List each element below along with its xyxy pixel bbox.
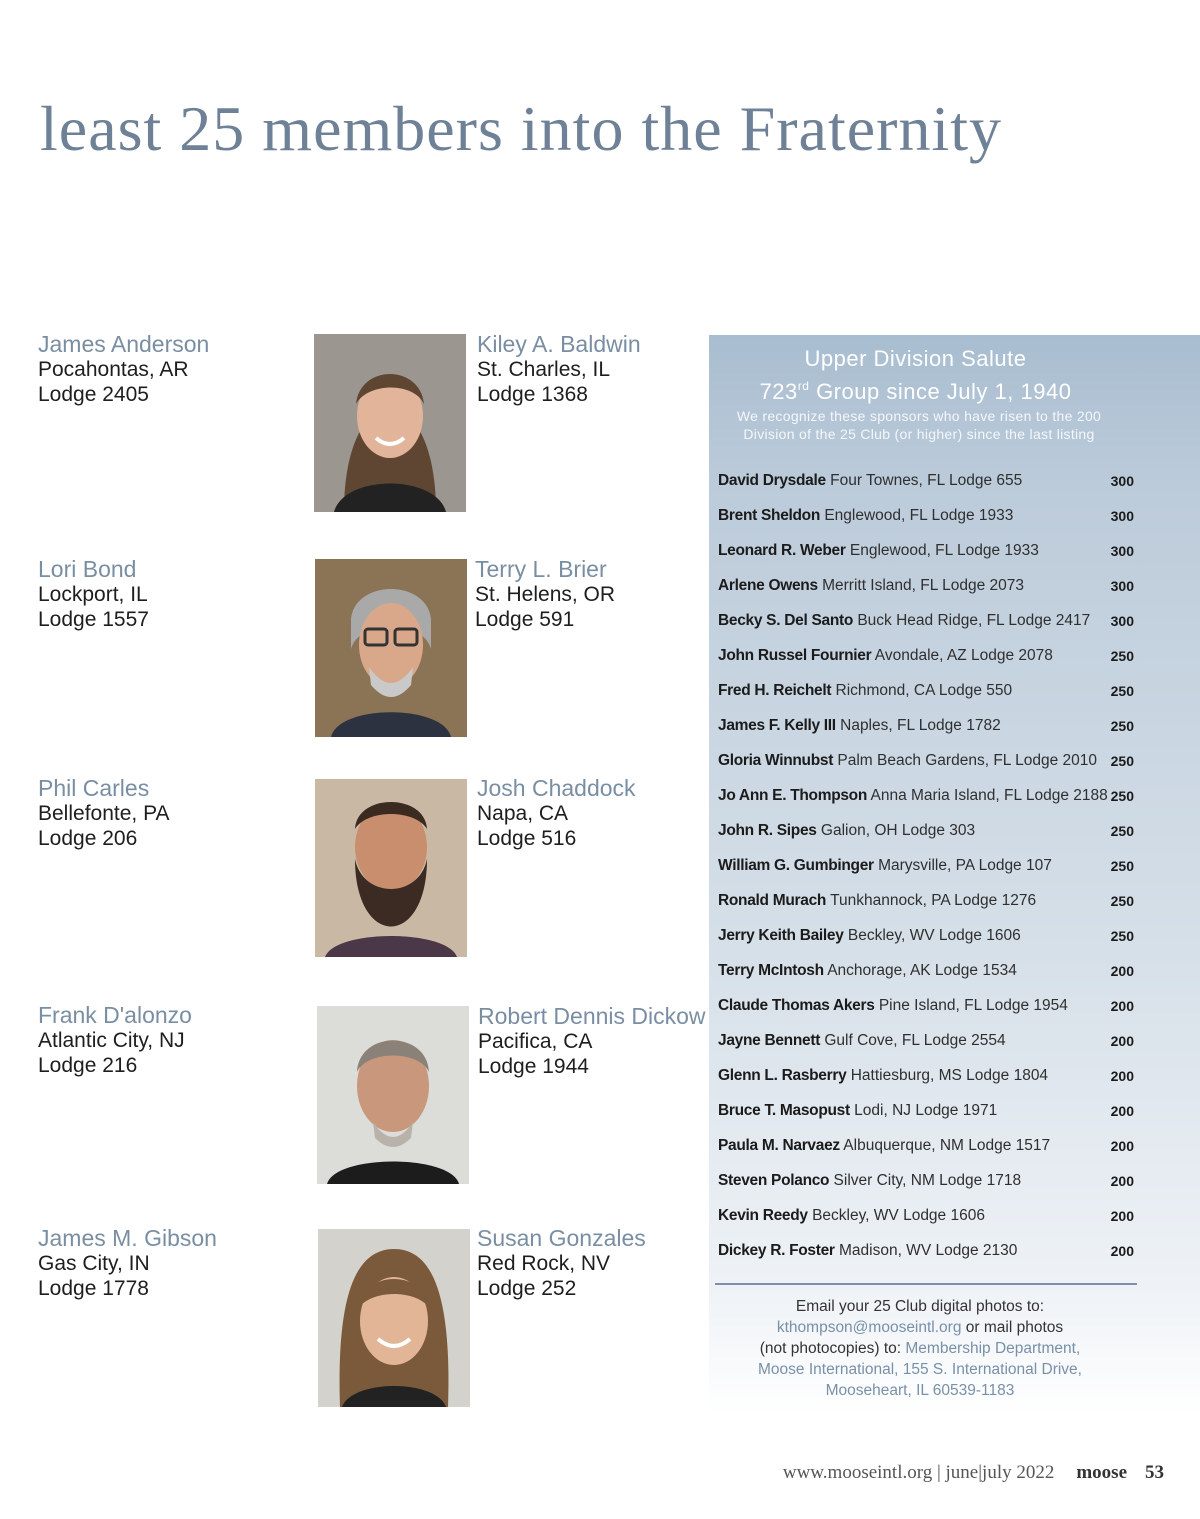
member-entry	[38, 775, 170, 851]
member-name: James M. Gibson	[38, 1225, 217, 1251]
salute-row	[718, 1062, 1138, 1097]
salute-row	[718, 1237, 1138, 1272]
sponsor-count: 250	[1110, 893, 1134, 909]
sponsor-count: 250	[1110, 683, 1134, 699]
sponsor-place: Silver City, NM Lodge 1718	[833, 1172, 1022, 1189]
sponsor-name: Becky S. Del Santo	[718, 612, 854, 629]
salute-row	[718, 922, 1138, 957]
salute-group-suffix: rd	[797, 379, 810, 393]
member-city: St. Charles, IL	[477, 358, 611, 381]
sponsor-count: 250	[1110, 928, 1134, 944]
sponsor-name: Jo Ann E. Thompson	[718, 787, 868, 804]
sponsor-place: Pine Island, FL Lodge 1954	[878, 997, 1068, 1014]
sponsor-place: Tunkhannock, PA Lodge 1276	[830, 892, 1037, 909]
member-entry	[475, 556, 615, 632]
salute-group-line	[709, 373, 1122, 405]
mail-line	[709, 1338, 1131, 1359]
member-entry	[38, 1002, 192, 1078]
salute-list	[718, 467, 1138, 1272]
member-city: St. Helens, OR	[475, 583, 616, 606]
sponsor-name: Jayne Bennett	[718, 1032, 821, 1049]
salute-row	[718, 642, 1138, 677]
sponsor-place: Beckley, WV Lodge 1606	[812, 1207, 985, 1224]
salute-description: We recognize these sponsors who have risen to the 200 Division of the 25 Club (or higher) since the last listing	[736, 408, 1102, 442]
sponsor-name: James F. Kelly III	[718, 717, 836, 734]
email-intro: Email your 25 Club digital photos to:	[795, 1298, 1045, 1315]
member-name: Frank D'alonzo	[38, 1002, 192, 1028]
sponsor-count: 200	[1110, 1243, 1134, 1259]
member-name: Susan Gonzales	[477, 1225, 646, 1251]
salute-divider	[715, 1283, 1137, 1285]
email-link[interactable]: kthompson@mooseintl.org	[776, 1319, 962, 1336]
sponsor-count: 200	[1110, 1138, 1134, 1154]
sponsor-place: Marysville, PA Lodge 107	[878, 857, 1052, 874]
sponsor-name: William G. Gumbinger	[718, 857, 874, 874]
member-entry	[477, 1225, 646, 1301]
member-entry	[38, 331, 209, 407]
member-lodge: Lodge 252	[477, 1277, 577, 1300]
sponsor-place: Albuquerque, NM Lodge 1517	[843, 1137, 1051, 1154]
page-headline: least 25 members into the Fraternity	[40, 93, 1002, 164]
member-city: Lockport, IL	[38, 583, 148, 606]
member-entry	[38, 1225, 217, 1301]
member-name: Robert Dennis Dickow	[478, 1003, 706, 1029]
sponsor-place: Naples, FL Lodge 1782	[840, 717, 1001, 734]
sponsor-name: David Drysdale	[718, 472, 826, 489]
member-name: Phil Carles	[38, 775, 150, 801]
salute-row	[718, 992, 1138, 1027]
member-city: Pacifica, CA	[478, 1030, 593, 1053]
salute-row	[718, 852, 1138, 887]
salute-row	[718, 502, 1138, 537]
member-photo	[317, 1006, 469, 1184]
sponsor-place: Anna Maria Island, FL Lodge 2188	[870, 787, 1108, 804]
member-lodge: Lodge 591	[475, 608, 575, 631]
sponsor-count: 200	[1110, 1068, 1134, 1084]
photo-submission-info	[709, 1296, 1131, 1401]
sponsor-place: Madison, WV Lodge 2130	[838, 1242, 1018, 1259]
sponsor-count: 300	[1110, 543, 1134, 559]
sponsor-name: Arlene Owens	[718, 577, 818, 594]
member-city: Red Rock, NV	[477, 1252, 611, 1275]
salute-row	[718, 887, 1138, 922]
mail-street: Moose International, 155 S. International Drive,	[758, 1361, 1082, 1378]
member-entry	[477, 331, 641, 407]
sponsor-place: Beckley, WV Lodge 1606	[847, 927, 1021, 944]
member-name: Josh Chaddock	[477, 775, 636, 801]
sponsor-count: 250	[1110, 823, 1134, 839]
member-name: James Anderson	[38, 331, 210, 357]
sponsor-place: Palm Beach Gardens, FL Lodge 2010	[837, 752, 1098, 769]
member-lodge: Lodge 1944	[478, 1055, 589, 1078]
member-entry	[477, 775, 636, 851]
sponsor-name: Paula M. Narvaez	[718, 1137, 840, 1154]
member-city: Gas City, IN	[38, 1252, 150, 1275]
sponsor-name: Jerry Keith Bailey	[718, 927, 844, 944]
sponsor-count: 250	[1110, 718, 1134, 734]
member-name: Lori Bond	[38, 556, 137, 582]
photocopies-text: (not photocopies) to:	[759, 1340, 906, 1357]
sponsor-name: John R. Sipes	[718, 822, 817, 839]
sponsor-place: Merritt Island, FL Lodge 2073	[822, 577, 1024, 594]
sponsor-count: 250	[1110, 648, 1134, 664]
member-lodge: Lodge 1557	[38, 608, 149, 631]
member-city: Napa, CA	[477, 802, 569, 825]
salute-row	[718, 817, 1138, 852]
member-lodge: Lodge 2405	[38, 383, 149, 406]
sponsor-name: Steven Polanco	[718, 1172, 830, 1189]
sponsor-place: Lodi, NJ Lodge 1971	[854, 1102, 998, 1119]
mail-city: Mooseheart, IL 60539-1183	[825, 1382, 1015, 1399]
footer-site: www.mooseintl.org | june|july 2022	[782, 1462, 1055, 1483]
sponsor-place: Gulf Cove, FL Lodge 2554	[824, 1032, 1006, 1049]
salute-group-rest: Group since July 1, 1940	[809, 379, 1072, 404]
salute-group-number: 723	[759, 379, 798, 404]
member-entry	[478, 1003, 706, 1079]
member-city: Bellefonte, PA	[38, 802, 170, 825]
sponsor-name: Brent Sheldon	[718, 507, 821, 524]
member-lodge: Lodge 206	[38, 827, 138, 850]
salute-row	[718, 747, 1138, 782]
sponsor-place: Englewood, FL Lodge 1933	[824, 507, 1014, 524]
email-mail-text: or mail photos	[961, 1319, 1064, 1336]
sponsor-count: 300	[1110, 508, 1134, 524]
member-city: Pocahontas, AR	[38, 358, 189, 381]
salute-row	[718, 782, 1138, 817]
salute-row	[718, 607, 1138, 642]
sponsor-count: 300	[1110, 473, 1134, 489]
member-photo	[315, 779, 467, 957]
mail-department: Membership Department,	[905, 1340, 1081, 1357]
sponsor-place: Avondale, AZ Lodge 2078	[874, 647, 1053, 664]
salute-row	[718, 1132, 1138, 1167]
member-lodge: Lodge 516	[477, 827, 577, 850]
sponsor-name: Fred H. Reichelt	[718, 682, 832, 699]
sponsor-place: Englewood, FL Lodge 1933	[849, 542, 1039, 559]
sponsor-count: 200	[1110, 998, 1134, 1014]
upper-division-salute-panel	[709, 335, 1200, 1415]
member-entry	[38, 556, 149, 632]
sponsor-count: 250	[1110, 858, 1134, 874]
salute-row	[718, 1202, 1138, 1237]
sponsor-name: Claude Thomas Akers	[718, 997, 875, 1014]
salute-row	[718, 677, 1138, 712]
salute-title: Upper Division Salute	[804, 346, 1027, 371]
email-line	[709, 1317, 1131, 1338]
salute-row	[718, 467, 1138, 502]
salute-row	[718, 1027, 1138, 1062]
salute-row	[718, 572, 1138, 607]
member-name: Terry L. Brier	[475, 556, 607, 582]
sponsor-count: 200	[1110, 1173, 1134, 1189]
sponsor-place: Richmond, CA Lodge 550	[835, 682, 1013, 699]
sponsor-place: Hattiesburg, MS Lodge 1804	[850, 1067, 1049, 1084]
sponsor-name: Glenn L. Rasberry	[718, 1067, 847, 1084]
sponsor-count: 200	[1110, 963, 1134, 979]
member-photo	[318, 1229, 470, 1407]
member-photo	[314, 334, 466, 512]
member-lodge: Lodge 1368	[477, 383, 588, 406]
sponsor-count: 200	[1110, 1103, 1134, 1119]
salute-row	[718, 1097, 1138, 1132]
sponsor-name: Gloria Winnubst	[718, 752, 834, 769]
member-lodge: Lodge 216	[38, 1054, 138, 1077]
sponsor-count: 200	[1110, 1033, 1134, 1049]
salute-row	[718, 957, 1138, 992]
footer-brand: moose	[1076, 1462, 1127, 1483]
sponsor-name: Dickey R. Foster	[718, 1242, 835, 1259]
sponsor-name: Ronald Murach	[718, 892, 827, 909]
sponsor-count: 300	[1110, 613, 1134, 629]
salute-row	[718, 537, 1138, 572]
sponsor-count: 250	[1110, 788, 1134, 804]
sponsor-name: Kevin Reedy	[718, 1207, 808, 1224]
salute-row	[718, 1167, 1138, 1202]
sponsor-name: Bruce T. Masopust	[718, 1102, 850, 1119]
page-footer	[783, 1462, 1164, 1484]
sponsor-place: Buck Head Ridge, FL Lodge 2417	[857, 612, 1091, 629]
sponsor-place: Four Townes, FL Lodge 655	[830, 472, 1023, 489]
sponsor-count: 200	[1110, 1208, 1134, 1224]
sponsor-name: Leonard R. Weber	[718, 542, 846, 559]
page-number: 53	[1145, 1462, 1164, 1483]
salute-row	[718, 712, 1138, 747]
member-name: Kiley A. Baldwin	[477, 331, 641, 357]
sponsor-name: Terry McIntosh	[718, 962, 824, 979]
member-city: Atlantic City, NJ	[38, 1029, 185, 1052]
sponsor-name: John Russel Fournier	[718, 647, 872, 664]
member-photo	[315, 559, 467, 737]
sponsor-place: Anchorage, AK Lodge 1534	[827, 962, 1017, 979]
sponsor-count: 300	[1110, 578, 1134, 594]
sponsor-count: 250	[1110, 753, 1134, 769]
member-lodge: Lodge 1778	[38, 1277, 149, 1300]
sponsor-place: Galion, OH Lodge 303	[820, 822, 976, 839]
